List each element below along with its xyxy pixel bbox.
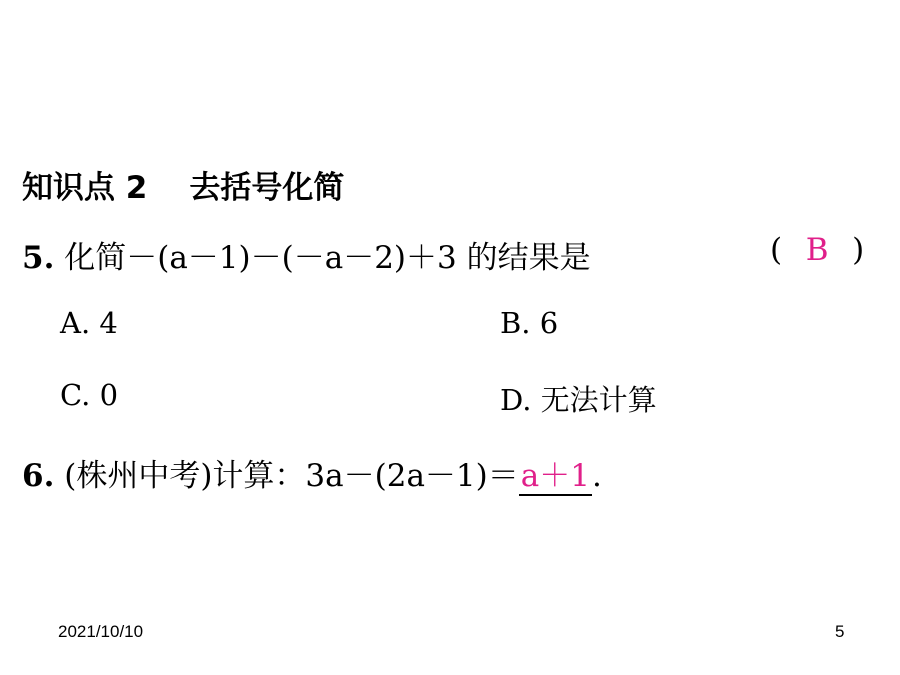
question-6 [22, 450, 602, 496]
question-6-period: . [591, 458, 602, 494]
question-5-number: 5. [22, 240, 55, 276]
section-heading [22, 162, 344, 207]
question-5-text: 化简－(a－1)－(－a－2)＋3 的结果是 [64, 240, 591, 276]
section-title: 去括号化简 [189, 170, 345, 206]
question-6-answer: a＋1 [520, 458, 590, 494]
question-6-text: (株州中考)计算：3a－(2a－1)＝ [64, 458, 519, 494]
footer-date: 2021/10/10 [58, 622, 144, 641]
option-d: D. 无法计算 [500, 383, 657, 417]
option-b: B. 6 [500, 306, 559, 340]
question-5 [22, 232, 591, 277]
page-number: 5 [835, 622, 845, 641]
question-5-answer: B [805, 232, 829, 268]
option-c: C. 0 [60, 378, 119, 412]
bracket-close: ) [852, 232, 865, 268]
option-a: A. 4 [60, 306, 118, 340]
question-6-number: 6. [22, 458, 55, 494]
section-label: 知识点 2 [22, 170, 148, 206]
question-5-answer-bracket [770, 232, 864, 268]
bracket-open: ( [770, 232, 783, 268]
